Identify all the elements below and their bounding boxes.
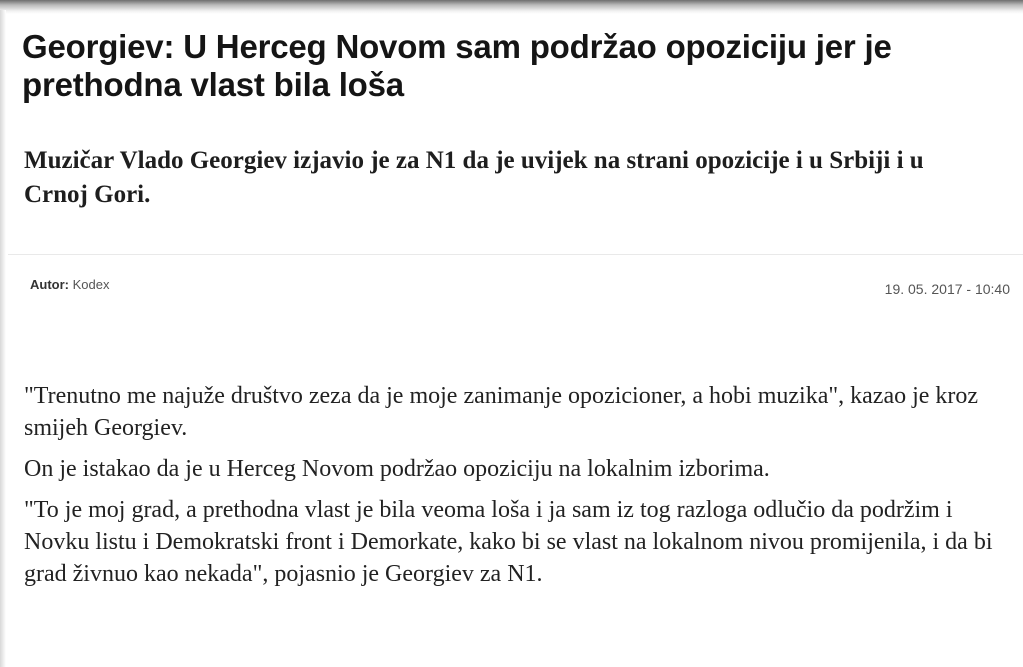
top-shadow bbox=[0, 0, 1023, 14]
author-label: Autor: bbox=[30, 277, 69, 292]
article-headline: Georgiev: U Herceg Novom sam podržao opoziciju jer je prethodna vlast bila loša bbox=[22, 28, 892, 103]
article-body bbox=[24, 380, 1014, 599]
left-border bbox=[0, 10, 6, 667]
article-paragraph: "Trenutno me najuže društvo zeza da je moje zanimanje opozicioner, a hobi muzika", kazao je kroz smijeh Georgiev. bbox=[24, 383, 979, 441]
article-paragraph: On je istakao da je u Herceg Novom podržao opoziciju na lokalnim izborima. bbox=[24, 456, 770, 482]
article-meta bbox=[30, 277, 1010, 297]
author-name[interactable]: Kodex bbox=[72, 277, 110, 292]
article-lead: Muzičar Vlado Georgiev izjavio je za N1 da je uvijek na strani opozicije i u Srbiji i u Crnoj Gori. bbox=[24, 147, 924, 208]
article-paragraph: "To je moj grad, a prethodna vlast je bila veoma loša i ja sam iz tog razloga odlučio da podržim i Novku listu i Demokratski front i Demorkate, kako bi se vlast na lokalnom nivou promijenila, i da bi grad živnuo kao nekada", pojasnio je Georgiev za N1. bbox=[24, 497, 993, 587]
meta-divider bbox=[8, 254, 1023, 255]
publish-date: 19. 05. 2017 - 10:40 bbox=[884, 281, 1010, 297]
